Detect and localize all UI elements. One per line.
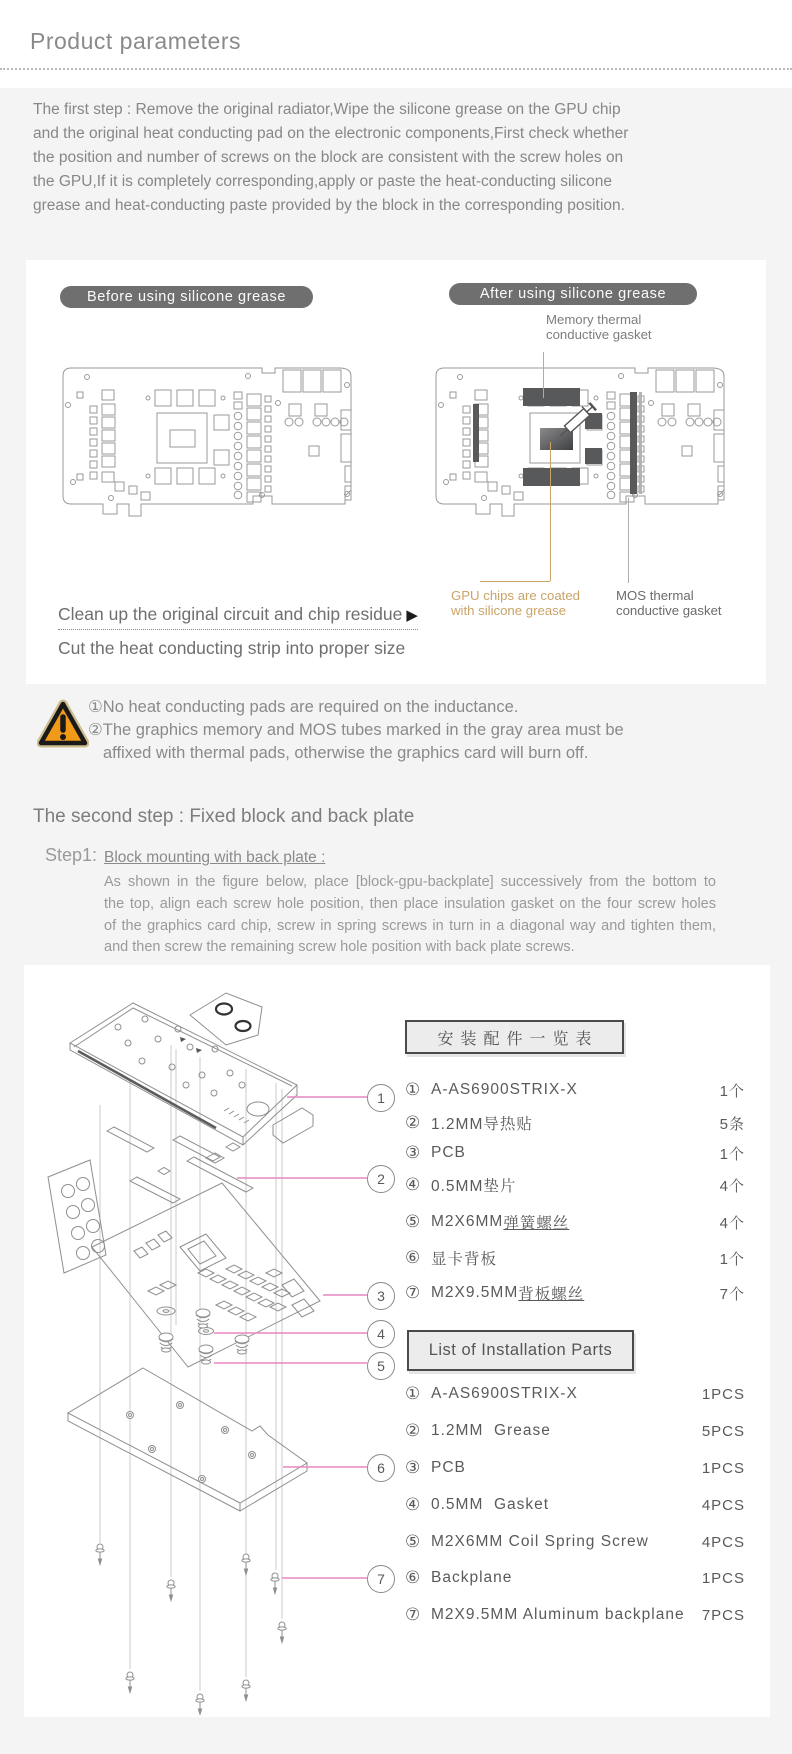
- parts-cn-row: ⑥ 显卡背板 1个: [405, 1248, 745, 1268]
- parts-en-row: ④ 0.5MM Gasket 4PCS: [405, 1495, 745, 1514]
- second-step-heading: The second step : Fixed block and back plate: [33, 806, 415, 827]
- callout-4: 4: [367, 1320, 395, 1348]
- callout-2: 2: [367, 1165, 395, 1193]
- parts-cn-row: ⑦ M2X9.5MM 背板螺丝 7个: [405, 1283, 745, 1303]
- backplane-screw: [196, 1694, 204, 1715]
- intro-line: and the original heat conducting pad on the electronic components,First check whether: [33, 125, 629, 142]
- warning-triangle-icon: [37, 697, 89, 751]
- after-grease-badge: After using silicone grease: [449, 283, 697, 305]
- callout-7: 7: [367, 1565, 395, 1593]
- parts-en-row: ① A-AS6900STRIX-X 1PCS: [405, 1384, 745, 1403]
- parts-en-row: ⑥ Backplane 1PCS: [405, 1568, 745, 1587]
- cut-strip-caption: Cut the heat conducting strip into proper size: [58, 638, 406, 658]
- spring-screw: [235, 1335, 249, 1354]
- warning-text: [88, 696, 624, 765]
- step1-body-line: of the graphics card chip, screw in spring screws in turn in a diagonal way and tighten them,: [104, 917, 716, 934]
- pcb-before-diagram: [57, 366, 365, 520]
- intro-line: grease and heat-conducting paste provided by the block in the corresponding position.: [33, 197, 625, 214]
- step1-title: Block mounting with back plate :: [104, 849, 326, 866]
- arrow-right-icon: ▶: [406, 607, 418, 624]
- memory-gasket-leader: [543, 352, 544, 398]
- step1-body: [104, 872, 716, 959]
- backplane-screw: [96, 1544, 104, 1565]
- parts-cn-row: ⑤ M2X6MM 弹簧螺丝 4个: [405, 1212, 745, 1232]
- mos-gasket-label: MOS thermal conductive gasket: [616, 588, 722, 618]
- gpu-grease-leader-h: [480, 581, 550, 582]
- backplane-screw: [278, 1622, 286, 1643]
- memory-gasket-label: Memory thermal conductive gasket: [546, 312, 652, 342]
- gpu-grease-leader-v: [550, 442, 551, 581]
- gpu-on-pcb: [180, 1234, 226, 1271]
- parts-list-en-header: List of Installation Parts: [407, 1330, 634, 1371]
- backplane-screw: [126, 1672, 134, 1693]
- clean-up-caption: Clean up the original circuit and chip residue ▶: [58, 604, 418, 630]
- gpu-grease-label: GPU chips are coated with silicone grease: [451, 588, 581, 618]
- parts-en-row: ⑤ M2X6MM Coil Spring Screw 4PCS: [405, 1532, 745, 1551]
- first-step-paragraph: [33, 98, 703, 218]
- step1-body-line: the top, align each screw hole position, then place insulation gasket on the four screw holes: [104, 895, 716, 912]
- parts-en-row: ③ PCB 1PCS: [405, 1458, 745, 1477]
- pcb-board: [92, 1183, 320, 1367]
- header-divider: [0, 68, 792, 70]
- before-grease-badge: Before using silicone grease: [60, 286, 313, 308]
- mos-thermal-strip: [630, 392, 637, 494]
- spring-screw: [196, 1309, 210, 1328]
- callout-5: 5: [367, 1352, 395, 1380]
- backplane: [68, 1368, 307, 1503]
- step1-body-line: As shown in the figure below, place [block-gpu-backplate] successively from the bottom to: [104, 874, 716, 890]
- thermal-strip-2: [187, 1157, 253, 1192]
- backplane-screw: [242, 1554, 250, 1575]
- callout-6: 6: [367, 1454, 395, 1482]
- parts-list-cn-header: 安装配件一览表: [405, 1020, 624, 1054]
- intro-line: The first step : Remove the original radiator,Wipe the silicone grease on the GPU chip: [33, 101, 621, 118]
- backplane-screw: [242, 1680, 250, 1701]
- pcb-components: [148, 1265, 314, 1321]
- parts-cn-row: ① A-AS6900STRIX-X 1个: [405, 1080, 745, 1100]
- parts-cn-row: ② 1.2MM导热贴 5条: [405, 1113, 745, 1133]
- parts-en-row: ② 1.2MM Grease 5PCS: [405, 1421, 745, 1440]
- callout-3: 3: [367, 1282, 395, 1310]
- callout-1: 1: [367, 1084, 395, 1112]
- backplane-screw: [271, 1573, 279, 1594]
- parts-cn-row: ④ 0.5MM垫片 4个: [405, 1175, 745, 1195]
- spring-screw: [199, 1345, 213, 1364]
- warning-line: ①No heat conducting pads are required on the inductance.: [88, 698, 519, 716]
- warning-line: affixed with thermal pads, otherwise the graphics card will burn off.: [103, 744, 589, 762]
- exploded-assembly-diagram: [30, 985, 400, 1715]
- mos-gasket-leader: [628, 498, 629, 583]
- intro-line: the GPU,If it is completely corresponding,apply or paste the heat-conducting silicone: [33, 173, 612, 190]
- memory-thermal-pad-bottom: [523, 468, 580, 486]
- gpu-die-grease: [540, 428, 573, 450]
- parts-cn-row: ③ PCB 1个: [405, 1143, 745, 1163]
- pcb-after-diagram: [430, 366, 738, 520]
- memory-thermal-pad-top: [523, 388, 580, 406]
- step1-label: Step1:: [45, 845, 98, 865]
- gasket-washer: [157, 1307, 175, 1315]
- backplane-screw: [167, 1580, 175, 1601]
- warning-line: ②The graphics memory and MOS tubes marked in the gray area must be: [88, 721, 624, 739]
- page-title: Product parameters: [30, 28, 241, 54]
- installation-panel: [24, 965, 770, 1717]
- grease-diagram-panel: [26, 260, 766, 684]
- intro-line: the position and number of screws on the block are consistent with the screw holes on: [33, 149, 624, 166]
- step1-body-line: and then screw the remaining screw hole position with back plate screws.: [104, 939, 575, 956]
- gasket-washer: [199, 1328, 214, 1335]
- parts-en-row: ⑦ M2X9.5MM Aluminum backplane 7PCS: [405, 1605, 745, 1624]
- water-block-top: [70, 1003, 297, 1137]
